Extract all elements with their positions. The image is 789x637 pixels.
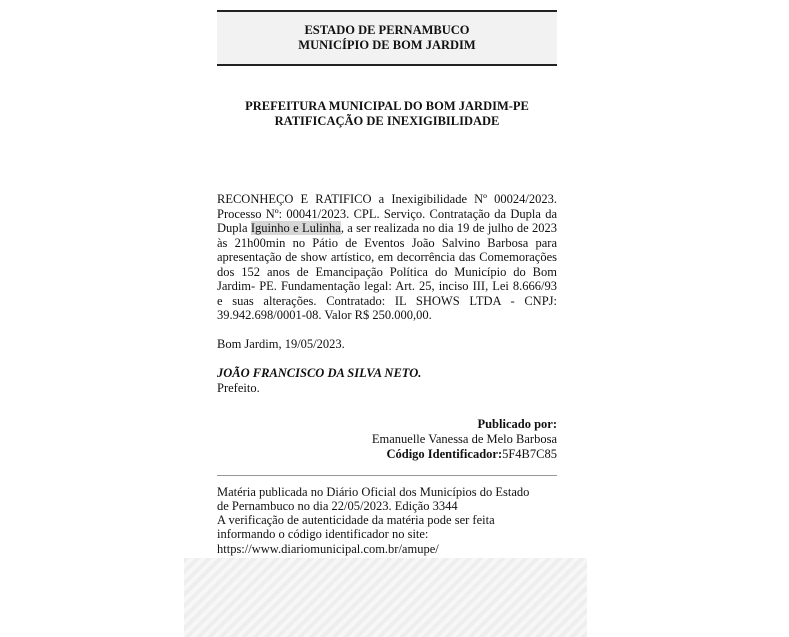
header-municipality: MUNICÍPIO DE BOM JARDIM [298, 38, 476, 52]
footer-line-2: de Pernambuco no dia 22/05/2023. Edição 3344 [217, 498, 458, 513]
signature-block [217, 366, 557, 396]
code-label: Código Identificador: [386, 446, 503, 461]
document-header [217, 10, 557, 66]
verification-url[interactable]: https://www.diariomunicipal.com.br/amupe/ [217, 541, 439, 556]
footer-line-3: A verificação de autenticidade da matéria pode ser feita [217, 513, 495, 528]
identifier-code: 5F4B7C85 [502, 446, 557, 461]
title-line-2: RATIFICAÇÃO DE INEXIGIBILIDADE [274, 114, 500, 128]
signer-name: JOÃO FRANCISCO DA SILVA NETO. [217, 365, 422, 380]
signer-role: Prefeito. [217, 380, 260, 395]
published-by-label: Publicado por: [477, 416, 557, 431]
body-text-start: RECONHEÇO E RATIFICO a Inexigibilidade Nº 00024/2023. Processo Nº: 00041/2023. CPL. Serviço. Contratação da Dupla da Dupla [217, 192, 557, 235]
date-line: Bom Jardim, 19/05/2023. [217, 336, 345, 351]
header-state: ESTADO DE PERNAMBUCO [304, 23, 470, 37]
divider [217, 475, 557, 476]
footer-line-1: Matéria publicada no Diário Oficial dos Municípios do Estado [217, 484, 530, 499]
title-line-1: PREFEITURA MUNICIPAL DO BOM JARDIM-PE [245, 99, 529, 113]
footer-line-4: informando o código identificador no site: [217, 527, 429, 542]
striped-background-panel [184, 558, 587, 637]
publisher-name: Emanuelle Vanessa de Melo Barbosa [371, 431, 557, 446]
ratification-text [217, 192, 557, 323]
document-title [217, 99, 557, 129]
body-text-end: , a ser realizada no dia 19 de julho de 2023 às 21h00min no Pátio de Eventos João Salvino Barbosa para apresentação de show artístico, em decorrência das Comemorações dos 152 anos de Emancipação Política do Município do Bom Jardim- PE. Fundamentação legal: Art. 25, inciso III, Lei 8.666/93 e suas alterações. Contratado: IL SHOWS LTDA - CNPJ: 39.942.698/0001-08. Valor R$ 250.000,00. [217, 221, 557, 322]
footer-note [217, 485, 557, 556]
highlighted-artist-name[interactable]: Iguinho e Lulinha [250, 221, 341, 235]
publication-block [217, 417, 557, 462]
document-page [217, 10, 557, 556]
